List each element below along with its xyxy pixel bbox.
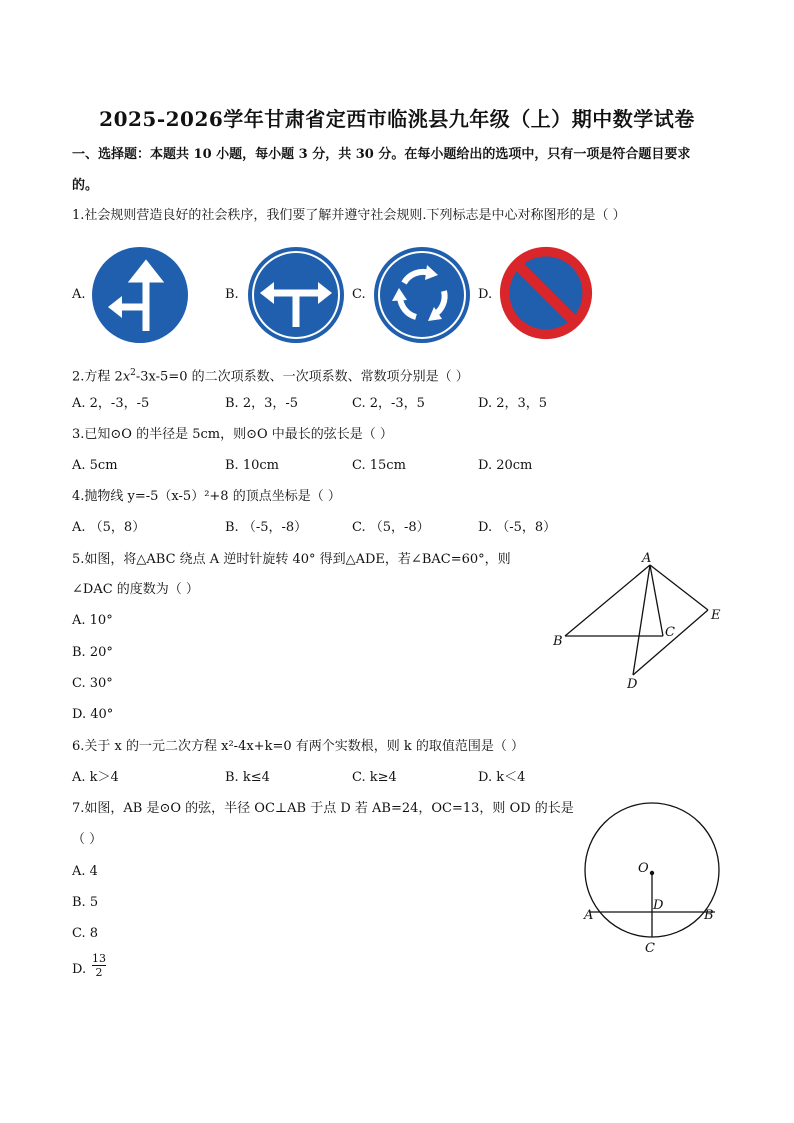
- q1-option-d-label: D.: [478, 287, 493, 302]
- q6-option-b: B. k≤4: [225, 770, 270, 785]
- fig5-label-a: A: [642, 551, 652, 566]
- roundabout-icon: [372, 245, 472, 345]
- q1-option-b-label: B.: [225, 287, 239, 302]
- q3-option-c: C. 15cm: [352, 458, 406, 473]
- q3-option-d: D. 20cm: [478, 458, 533, 473]
- q2-option-b: B. 2，3，-5: [225, 396, 299, 411]
- q3-option-b: B. 10cm: [225, 458, 279, 473]
- question-7-stem-cont: （ ）: [72, 832, 103, 847]
- q7-option-d: D.: [72, 962, 87, 977]
- q2-stem-part2: -3x-5=0 的二次项系数、一次项系数、常数项分别是（ ）: [135, 369, 469, 385]
- q2-option-a: A. 2，-3，-5: [72, 396, 150, 411]
- straight-or-left-arrow-icon: [90, 245, 190, 345]
- question-7-stem: 7.如图，AB 是⊙O 的弦，半径 OC⊥AB 于点 D 若 AB=24，OC=13，则 OD 的长是: [72, 801, 574, 816]
- q2-option-d: D. 2，3，5: [478, 396, 548, 411]
- question-4-stem: 4.抛物线 y=-5（x-5）²+8 的顶点坐标是（ ）: [72, 489, 341, 504]
- q4-option-b: B. （-5，-8）: [225, 520, 308, 535]
- fig5-label-b: B: [553, 634, 563, 649]
- q1-option-c-label: C.: [352, 287, 366, 302]
- q5-option-c: C. 30°: [72, 676, 113, 691]
- circle-chord-figure: [575, 795, 735, 960]
- fig7-label-a: A: [584, 908, 594, 923]
- q6-option-a: A. k＞4: [72, 770, 119, 785]
- question-1-stem: 1.社会规则营造良好的社会秩序，我们要了解并遵守社会规则.下列标志是中心对称图形的是（ ）: [72, 208, 626, 223]
- q5-option-d: D. 40°: [72, 707, 114, 722]
- question-3-stem: 3.已知⊙O 的半径是 5cm，则⊙O 中最长的弦长是（ ）: [72, 427, 393, 442]
- q3-option-a: A. 5cm: [72, 458, 118, 473]
- q2-option-c: C. 2，-3，5: [352, 396, 425, 411]
- q6-option-d: D. k＜4: [478, 770, 526, 785]
- fig7-label-b: B: [704, 908, 714, 923]
- fig5-label-c: C: [665, 625, 675, 640]
- question-6-stem: 6.关于 x 的一元二次方程 x²-4x+k=0 有两个实数根，则 k 的取值范围是（ ）: [72, 739, 525, 754]
- q7-option-a: A. 4: [72, 864, 98, 879]
- question-5-stem-cont: ∠DAC 的度数为（ ）: [72, 582, 199, 597]
- no-parking-icon: [498, 245, 594, 341]
- fig5-label-e: E: [711, 608, 721, 623]
- q5-option-a: A. 10°: [72, 613, 113, 628]
- page-title: 2025-2026学年甘肃省定西市临洮县九年级（上）期中数学试卷: [99, 107, 695, 131]
- section-heading: 一、选择题：本题共 10 小题，每小题 3 分，共 30 分。在每小题给出的选项中，只有一项是符合题目要求: [72, 147, 691, 162]
- fig7-label-c: C: [645, 941, 655, 956]
- question-5-stem: 5.如图，将△ABC 绕点 A 逆时针旋转 40° 得到△ADE，若∠BAC=60°，则: [72, 552, 511, 567]
- section-heading-cont: 的。: [72, 178, 99, 193]
- left-or-right-arrow-icon: [246, 245, 346, 345]
- triangle-rotation-figure: [545, 550, 730, 695]
- q2-stem-part1: 2.方程 2: [72, 369, 123, 385]
- q5-option-b: B. 20°: [72, 645, 113, 660]
- q2-stem-sup: 2: [130, 368, 136, 378]
- fraction-denominator: 2: [95, 966, 103, 979]
- q7-option-b: B. 5: [72, 895, 99, 910]
- fig5-label-d: D: [627, 677, 638, 692]
- question-2-stem: [72, 364, 469, 386]
- q1-option-a-label: A.: [72, 287, 86, 302]
- q7-option-d-fraction: [92, 952, 106, 979]
- q7-option-c: C. 8: [72, 926, 99, 941]
- fraction-numerator: 13: [92, 952, 106, 965]
- q4-option-a: A. （5，8）: [72, 520, 146, 535]
- q6-option-c: C. k≥4: [352, 770, 397, 785]
- q4-option-d: D. （-5，8）: [478, 520, 557, 535]
- fig7-label-o: O: [638, 861, 649, 876]
- fig7-label-d: D: [653, 898, 664, 913]
- q4-option-c: C. （5，-8）: [352, 520, 430, 535]
- q2-stem-var: x: [122, 369, 131, 385]
